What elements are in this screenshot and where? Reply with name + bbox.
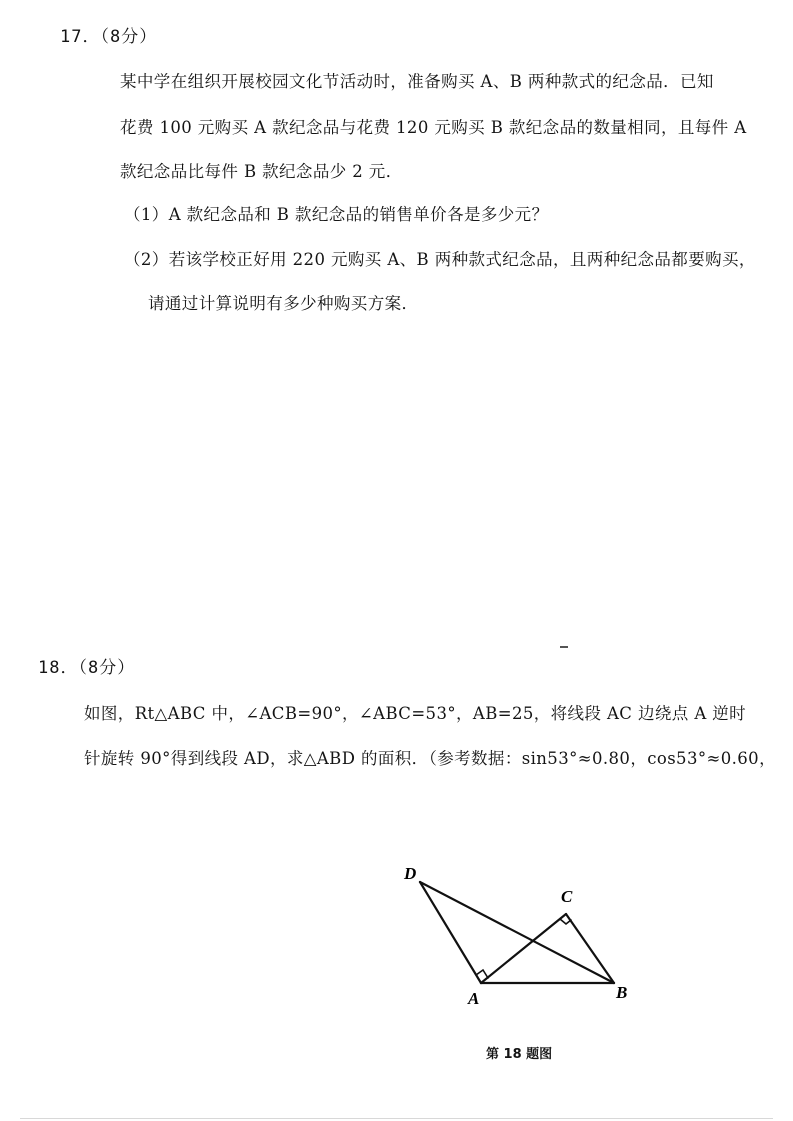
figure-caption: 第 18 题图 (486, 1047, 553, 1062)
label-c: C (561, 887, 573, 906)
q18-header: 18．（8分） (38, 658, 136, 678)
segment-db (420, 882, 614, 983)
q17-header: 17．（8分） (60, 27, 158, 47)
q17-part-1: （1）A 款纪念品和 B 款纪念品的销售单价各是多少元？ (124, 205, 549, 224)
label-a: A (468, 989, 480, 1008)
scan-mark (560, 646, 568, 648)
q17-part-2-continued: 请通过计算说明有多少种购买方案． (148, 294, 419, 313)
q17-line-1: 某中学在组织开展校园文化节活动时，准备购买 A、B 两种款式的纪念品．已知 (120, 72, 714, 91)
q17-line-3: 款纪念品比每件 B 款纪念品少 2 元． (120, 162, 403, 181)
q17-line-2: 花费 100 元购买 A 款纪念品与花费 120 元购买 B 款纪念品的数量相同，且每件 A (120, 118, 747, 137)
triangle-figure (395, 858, 645, 1008)
label-d: D (404, 864, 417, 883)
q18-line-1: 如图，Rt△ABC 中，∠ACB=90°，∠ABC=53°，AB=25，将线段 AC 边绕点 A 逆时 (84, 704, 747, 723)
segment-cb (566, 914, 614, 983)
page-bottom-rule (20, 1118, 773, 1119)
q17-part-2: （2）若该学校正好用 220 元购买 A、B 两种款式纪念品，且两种纪念品都要购买， (124, 250, 756, 269)
label-b: B (616, 983, 628, 1002)
segment-ac (481, 914, 566, 983)
q18-line-2: 针旋转 90°得到线段 AD，求△ABD 的面积．（参考数据：sin53°≈0.80，cos53°≈0.60， (84, 749, 776, 768)
